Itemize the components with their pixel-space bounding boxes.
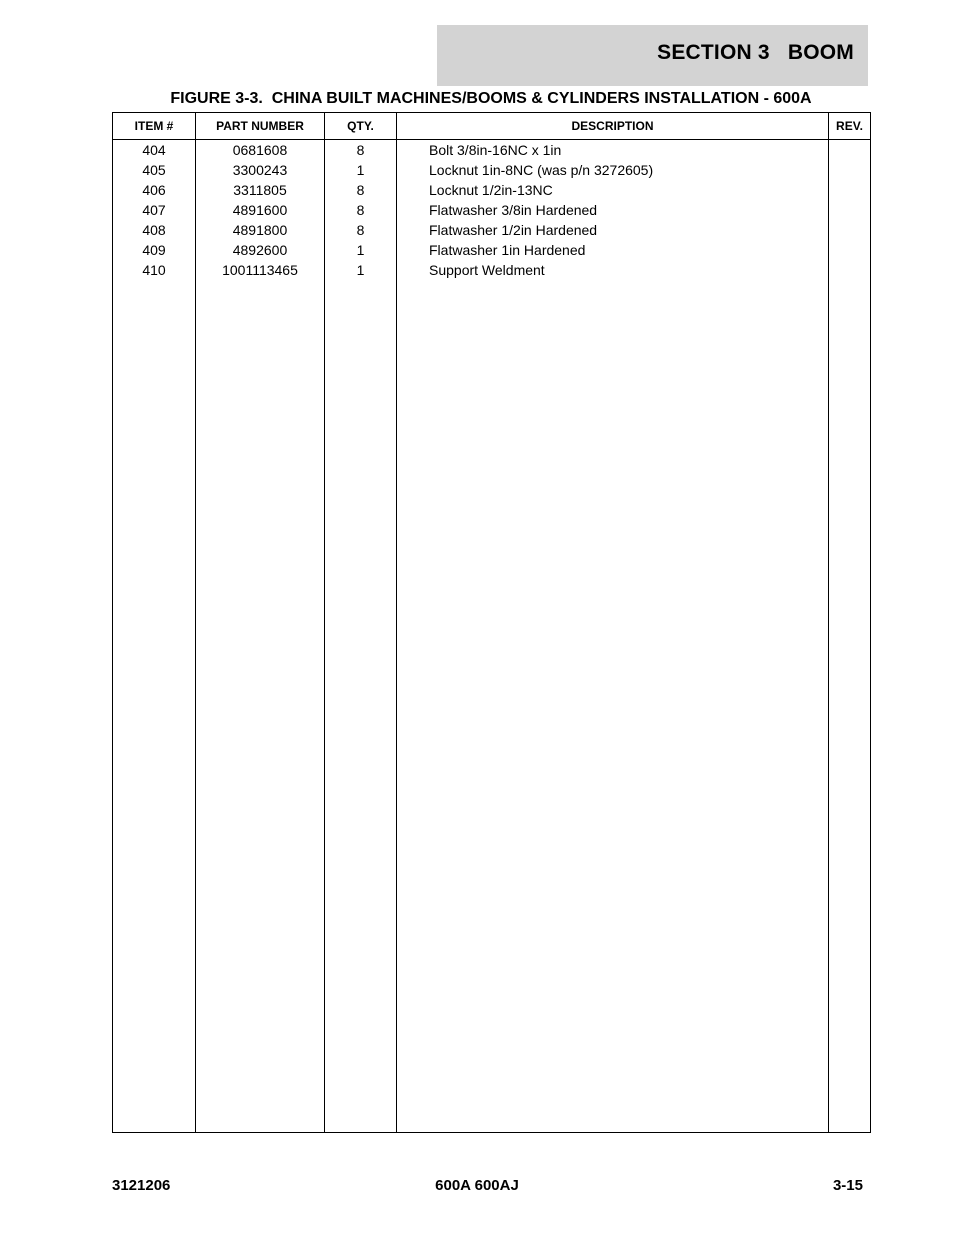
description-cell: Bolt 3/8in-16NC x 1in: [397, 140, 829, 161]
header-description: DESCRIPTION: [397, 113, 829, 140]
qty-cell: 8: [325, 180, 397, 200]
part-number-cell: 4891600: [196, 200, 325, 220]
header-rev: REV.: [829, 113, 871, 140]
item-cell: 405: [113, 160, 196, 180]
description-cell: Support Weldment: [397, 260, 829, 280]
item-cell: 407: [113, 200, 196, 220]
rev-cell: [829, 240, 871, 260]
qty-cell: 1: [325, 260, 397, 280]
header-part-number: PART NUMBER: [196, 113, 325, 140]
rev-cell: [829, 200, 871, 220]
table-row: [113, 160, 871, 180]
table-row: [113, 200, 871, 220]
header-qty: QTY.: [325, 113, 397, 140]
qty-cell: 8: [325, 220, 397, 240]
item-cell: 406: [113, 180, 196, 200]
header-item: ITEM #: [113, 113, 196, 140]
section-header: [437, 25, 868, 86]
part-number-cell: 3311805: [196, 180, 325, 200]
part-number-cell: 4891800: [196, 220, 325, 240]
item-cell: 410: [113, 260, 196, 280]
item-cell: 409: [113, 240, 196, 260]
part-number-cell: 0681608: [196, 140, 325, 161]
qty-cell: 1: [325, 240, 397, 260]
rev-cell: [829, 260, 871, 280]
table-row: [113, 140, 871, 161]
table-header-row: [113, 113, 871, 140]
part-number-cell: 1001113465: [196, 260, 325, 280]
table-row: [113, 240, 871, 260]
table-empty-space: [113, 280, 871, 1133]
parts-table: [112, 112, 871, 1133]
table-row: [113, 180, 871, 200]
part-number-cell: 4892600: [196, 240, 325, 260]
description-cell: Flatwasher 3/8in Hardened: [397, 200, 829, 220]
footer-page-number: 3-15: [832, 1177, 863, 1194]
part-number-cell: 3300243: [196, 160, 325, 180]
qty-cell: 8: [325, 140, 397, 161]
rev-cell: [829, 140, 871, 161]
footer-doc-number: 3121206: [112, 1177, 171, 1194]
description-cell: Flatwasher 1/2in Hardened: [397, 220, 829, 240]
footer-models: 600A 600AJ: [435, 1177, 519, 1194]
description-cell: Locknut 1/2in-13NC: [397, 180, 829, 200]
table-row: [113, 260, 871, 280]
description-cell: Locknut 1in-8NC (was p/n 3272605): [397, 160, 829, 180]
qty-cell: 1: [325, 160, 397, 180]
item-cell: 404: [113, 140, 196, 161]
table-row: [113, 220, 871, 240]
qty-cell: 8: [325, 200, 397, 220]
figure-title: FIGURE 3-3. CHINA BUILT MACHINES/BOOMS & CYLINDERS INSTALLATION - 600A: [170, 90, 812, 107]
description-cell: Flatwasher 1in Hardened: [397, 240, 829, 260]
section-title: SECTION 3 BOOM: [657, 41, 854, 64]
item-cell: 408: [113, 220, 196, 240]
rev-cell: [829, 180, 871, 200]
rev-cell: [829, 160, 871, 180]
rev-cell: [829, 220, 871, 240]
